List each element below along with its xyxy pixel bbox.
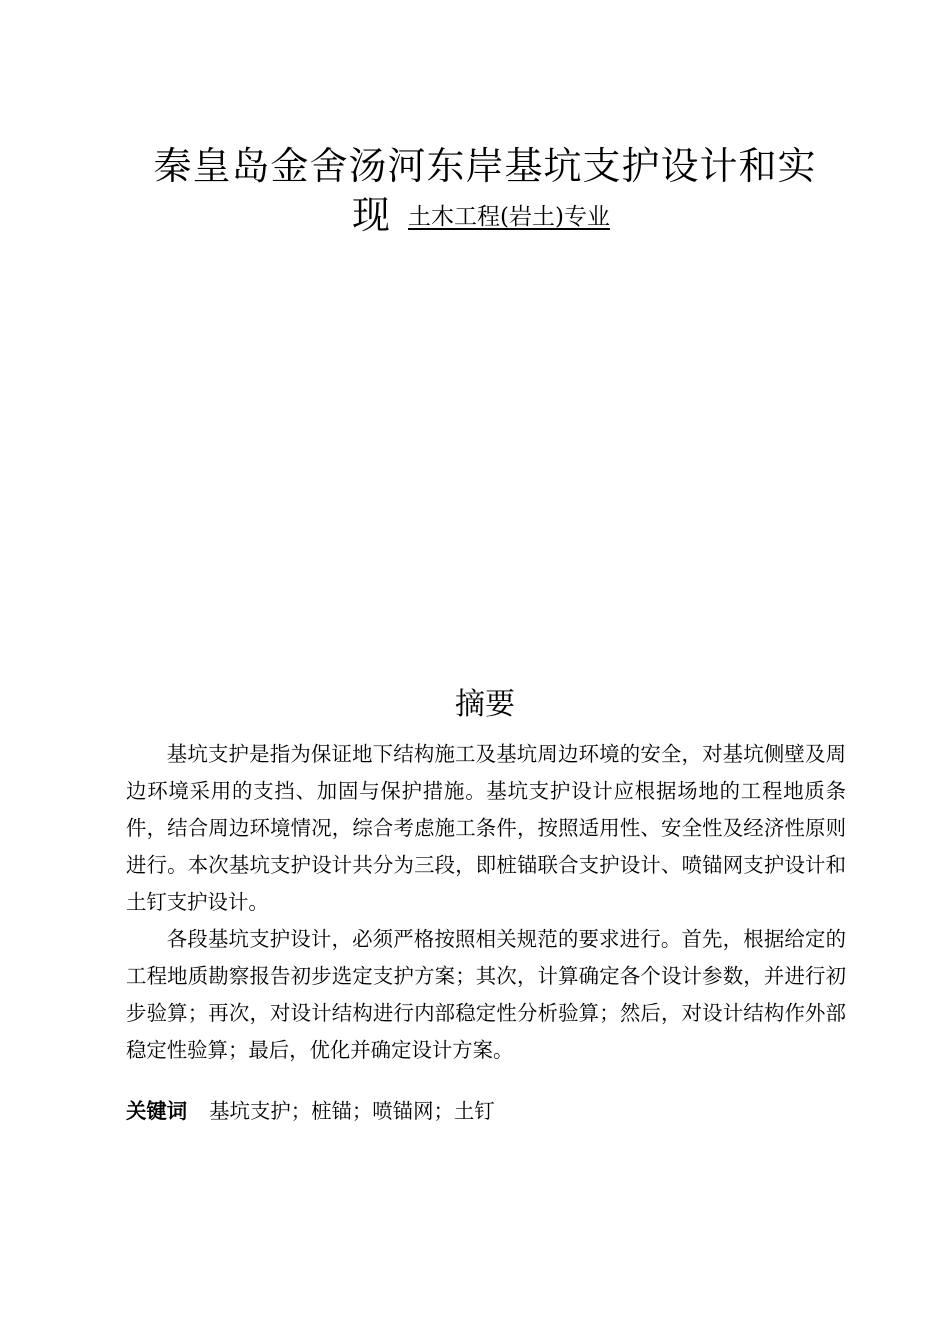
keywords-value: 基坑支护；桩锚；喷锚网；土钉 <box>209 1099 495 1123</box>
title-line-2-text: 现 <box>352 193 391 237</box>
major-label: 土木工程(岩土)专业 <box>408 204 610 230</box>
keywords-label: 关键词 <box>126 1099 188 1123</box>
abstract-paragraph-1: 基坑支护是指为保证地下结构施工及基坑周边环境的安全，对基坑侧壁及周边环境采用的支挡、加固与保护措施。基坑支护设计应根据场地的工程地质条件，结合周边环境情况，综合考虑施工条件，按照适用性、安全性及经济性原则进行。本次基坑支护设计共分为三段，即桩锚联合支护设计、喷锚网支护设计和土钉支护设计。 <box>126 742 846 914</box>
abstract-paragraph-2: 各段基坑支护设计，必须严格按照相关规范的要求进行。首先，根据给定的工程地质勘察报告初步选定支护方案；其次，计算确定各个设计参数，并进行初步验算；再次，对设计结构进行内部稳定性分析验算；然后，对设计结构作外部稳定性验算；最后，优化并确定设计方案。 <box>126 927 846 1062</box>
title-line-2 <box>100 192 870 240</box>
abstract-body <box>126 736 846 1069</box>
keywords <box>126 1093 846 1130</box>
title-line-1: 秦皇岛金舍汤河东岸基坑支护设计和实 <box>153 144 817 188</box>
thesis-title <box>100 140 870 240</box>
abstract-heading: 摘要 <box>455 687 515 722</box>
